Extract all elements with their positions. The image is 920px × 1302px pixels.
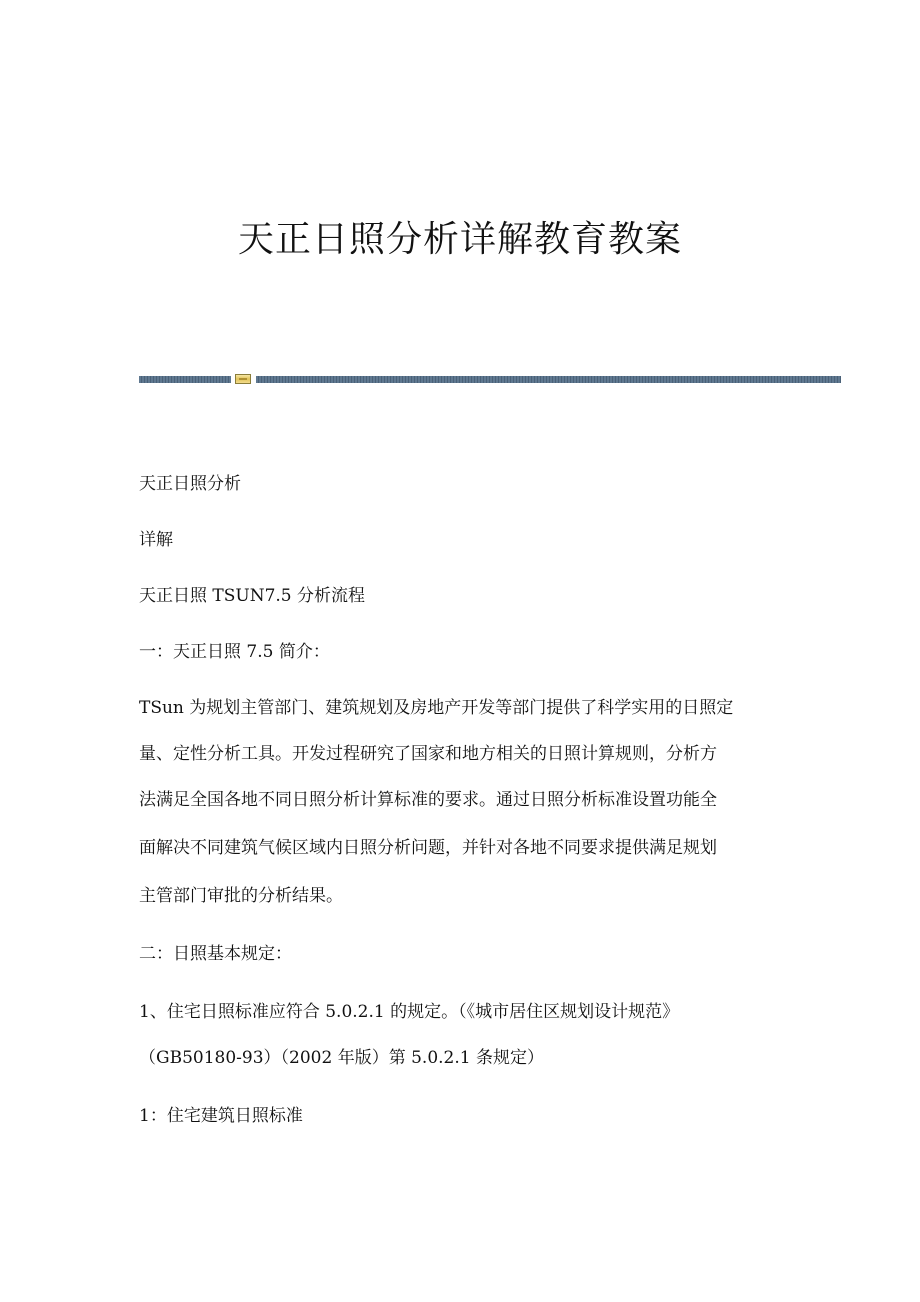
document-title: 天正日照分析详解教育教案 (237, 219, 682, 260)
paragraph-line: 1、住宅日照标准应符合 5.0.2.1 的规定。（《城市居住区规划设计规范》 (139, 1002, 680, 1022)
paragraph-line: 面解决不同建筑气候区域内日照分析问题，并针对各地不同要求提供满足规划 (139, 838, 717, 858)
gem-ornament-icon (235, 374, 251, 384)
section-heading-1: 一：天正日照 7.5 简介： (139, 642, 330, 662)
divider-bar-right (256, 376, 841, 383)
divider-bar-left (139, 376, 231, 383)
sub-heading: 1：住宅建筑日照标准 (139, 1106, 303, 1126)
paragraph-line: 量、定性分析工具。开发过程研究了国家和地方相关的日照计算规则，分析方 (139, 744, 717, 764)
title-divider (139, 374, 841, 384)
line-heading-1: 天正日照分析 (139, 474, 241, 494)
line-heading-3: 天正日照 TSUN7.5 分析流程 (139, 586, 366, 606)
line-heading-2: 详解 (139, 530, 173, 550)
paragraph-line: 法满足全国各地不同日照分析计算标准的要求。通过日照分析标准设置功能全 (139, 790, 717, 810)
paragraph-line: TSun 为规划主管部门、建筑规划及房地产开发等部门提供了科学实用的日照定 (139, 698, 734, 718)
section-heading-2: 二：日照基本规定： (139, 944, 292, 964)
paragraph-line: （GB50180-93）（2002 年版）第 5.0.2.1 条规定） (139, 1048, 544, 1068)
paragraph-line: 主管部门审批的分析结果。 (139, 886, 343, 906)
